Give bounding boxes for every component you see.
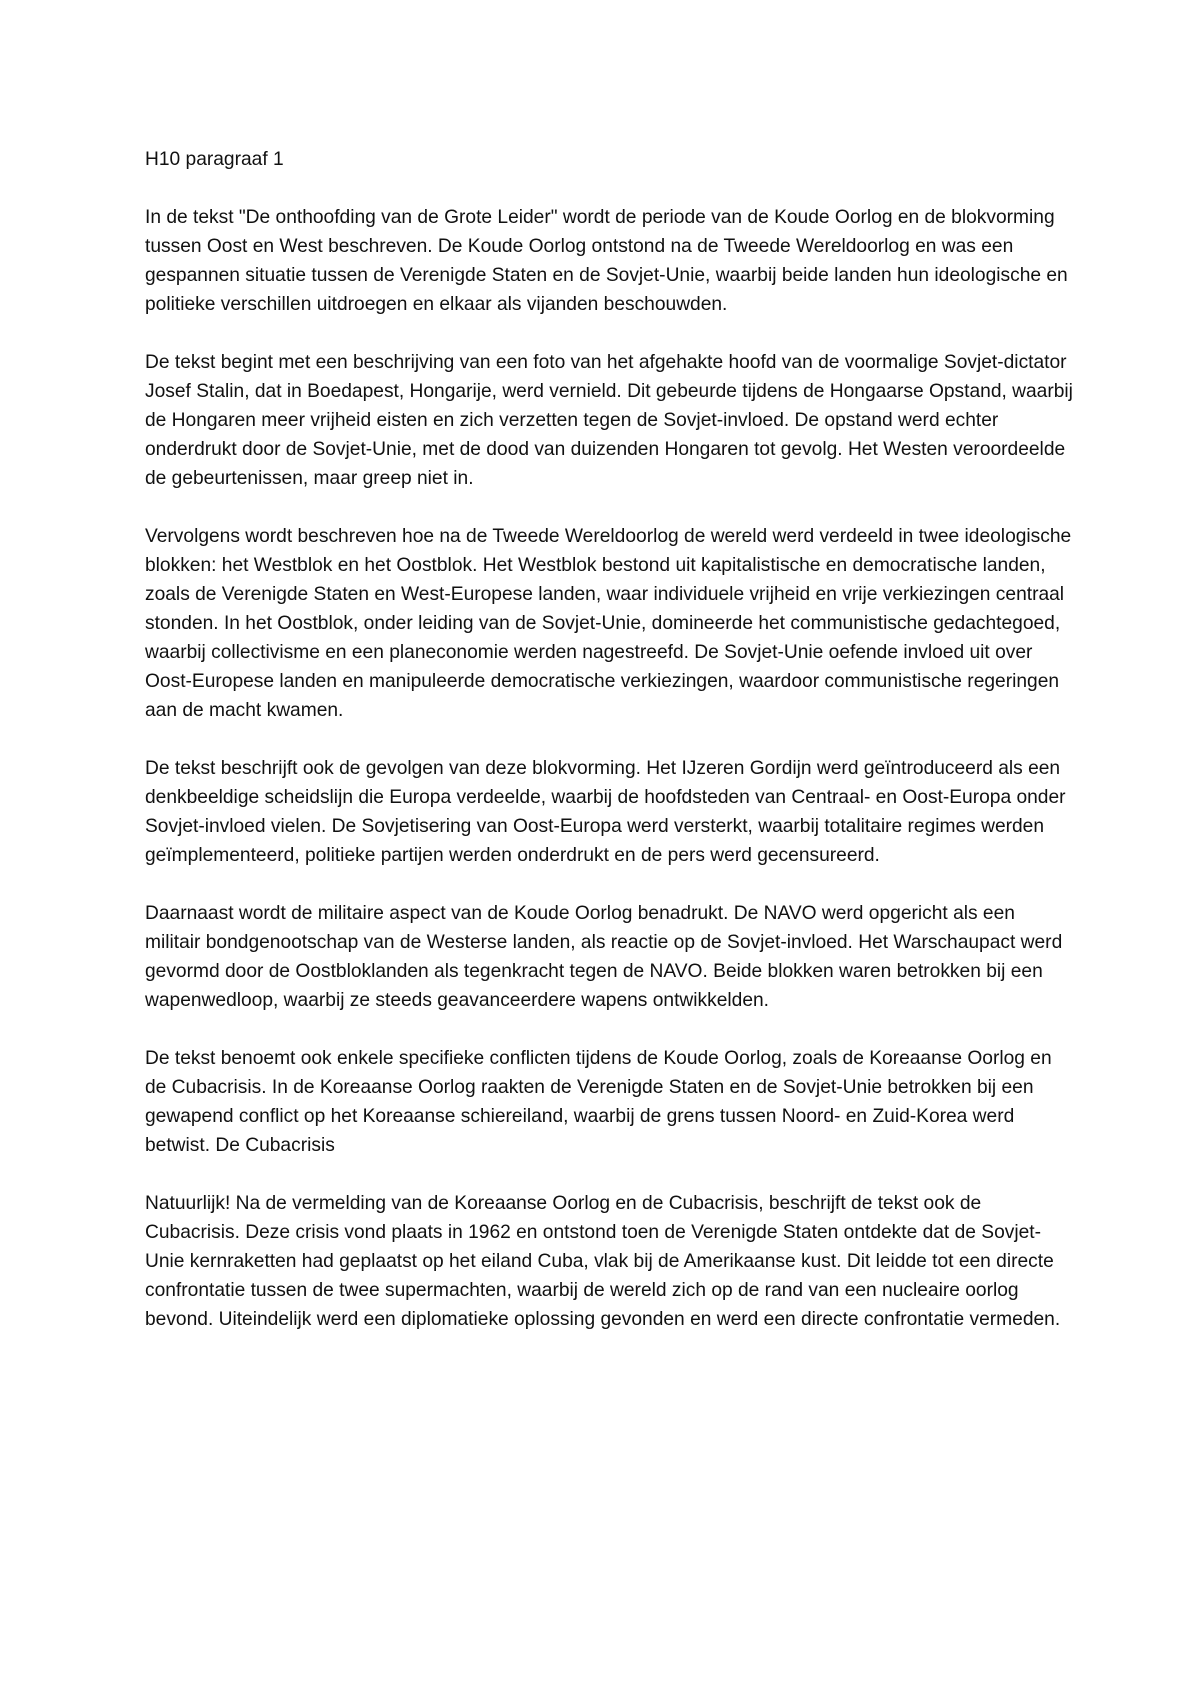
paragraph-3: Vervolgens wordt beschreven hoe na de Tweede Wereldoorlog de wereld werd verdeeld in twee ideologische blokken: het Westblok en het Oostblok. Het Westblok bestond uit kapitalistische en democratische landen, zoals de Verenigde Staten en West-Europese landen, waar individuele vrijheid en vrije verkiezingen centraal stonden. In het Oostblok, onder leiding van de Sovjet-Unie, domineerde het communistische gedachtegoed, waarbij collectivisme en een planeconomie werden nagestreefd. De Sovjet-Unie oefende invloed uit over Oost-Europese landen en manipuleerde democratische verkiezingen, waardoor communistische regeringen aan de macht kwamen.: [145, 526, 1072, 721]
paragraph-1: In de tekst "De onthoofding van de Grote Leider" wordt de periode van de Koude Oorlog en de blokvorming tussen Oost en West beschreven. De Koude Oorlog ontstond na de Tweede Wereldoorlog en was een gespannen situatie tussen de Verenigde Staten en de Sovjet-Unie, waarbij beide landen hun ideologische en politieke verschillen uitdroegen en elkaar als vijanden beschouwden.: [145, 207, 1068, 315]
paragraph-2: De tekst begint met een beschrijving van een foto van het afgehakte hoofd van de voormalige Sovjet-dictator Josef Stalin, dat in Boedapest, Hongarije, werd vernield. Dit gebeurde tijdens de Hongaarse Opstand, waarbij de Hongaren meer vrijheid eisten en zich verzetten tegen de Sovjet-invloed. De opstand werd echter onderdrukt door de Sovjet-Unie, met de dood van duizenden Hongaren tot gevolg. Het Westen veroordeelde de gebeurtenissen, maar greep niet in.: [145, 352, 1073, 489]
document-title: H10 paragraaf 1: [145, 149, 284, 170]
paragraph-5: Daarnaast wordt de militaire aspect van de Koude Oorlog benadrukt. De NAVO werd opgericht als een militair bondgenootschap van de Westerse landen, als reactie op de Sovjet-invloed. Het Warschaupact werd gevormd door de Oostbloklanden als tegenkracht tegen de NAVO. Beide blokken waren betrokken bij een wapenwedloop, waarbij ze steeds geavanceerdere wapens ontwikkelden.: [145, 903, 1063, 1011]
paragraph-4: De tekst beschrijft ook de gevolgen van deze blokvorming. Het IJzeren Gordijn werd geïntroduceerd als een denkbeeldige scheidslijn die Europa verdeelde, waarbij de hoofdsteden van Centraal- en Oost-Europa onder Sovjet-invloed vielen. De Sovjetisering van Oost-Europa werd versterkt, waarbij totalitaire regimes werden geïmplementeerd, politieke partijen werden onderdrukt en de pers werd gecensureerd.: [145, 758, 1066, 866]
paragraph-7: Natuurlijk! Na de vermelding van de Koreaanse Oorlog en de Cubacrisis, beschrijft de tekst ook de Cubacrisis. Deze crisis vond plaats in 1962 en ontstond toen de Verenigde Staten ontdekte dat de Sovjet-Unie kernraketten had geplaatst op het eiland Cuba, vlak bij de Amerikaanse kust. Dit leidde tot een directe confrontatie tussen de twee supermachten, waarbij de wereld zich op de rand van een nucleaire oorlog bevond. Uiteindelijk werd een diplomatieke oplossing gevonden en werd een directe confrontatie vermeden.: [145, 1193, 1061, 1330]
document-page: [145, 145, 1075, 1334]
paragraph-6: De tekst benoemt ook enkele specifieke conflicten tijdens de Koude Oorlog, zoals de Koreaanse Oorlog en de Cubacrisis. In de Koreaanse Oorlog raakten de Verenigde Staten en de Sovjet-Unie betrokken bij een gewapend conflict op het Koreaanse schiereiland, waarbij de grens tussen Noord- en Zuid-Korea werd betwist. De Cubacrisis: [145, 1048, 1052, 1156]
